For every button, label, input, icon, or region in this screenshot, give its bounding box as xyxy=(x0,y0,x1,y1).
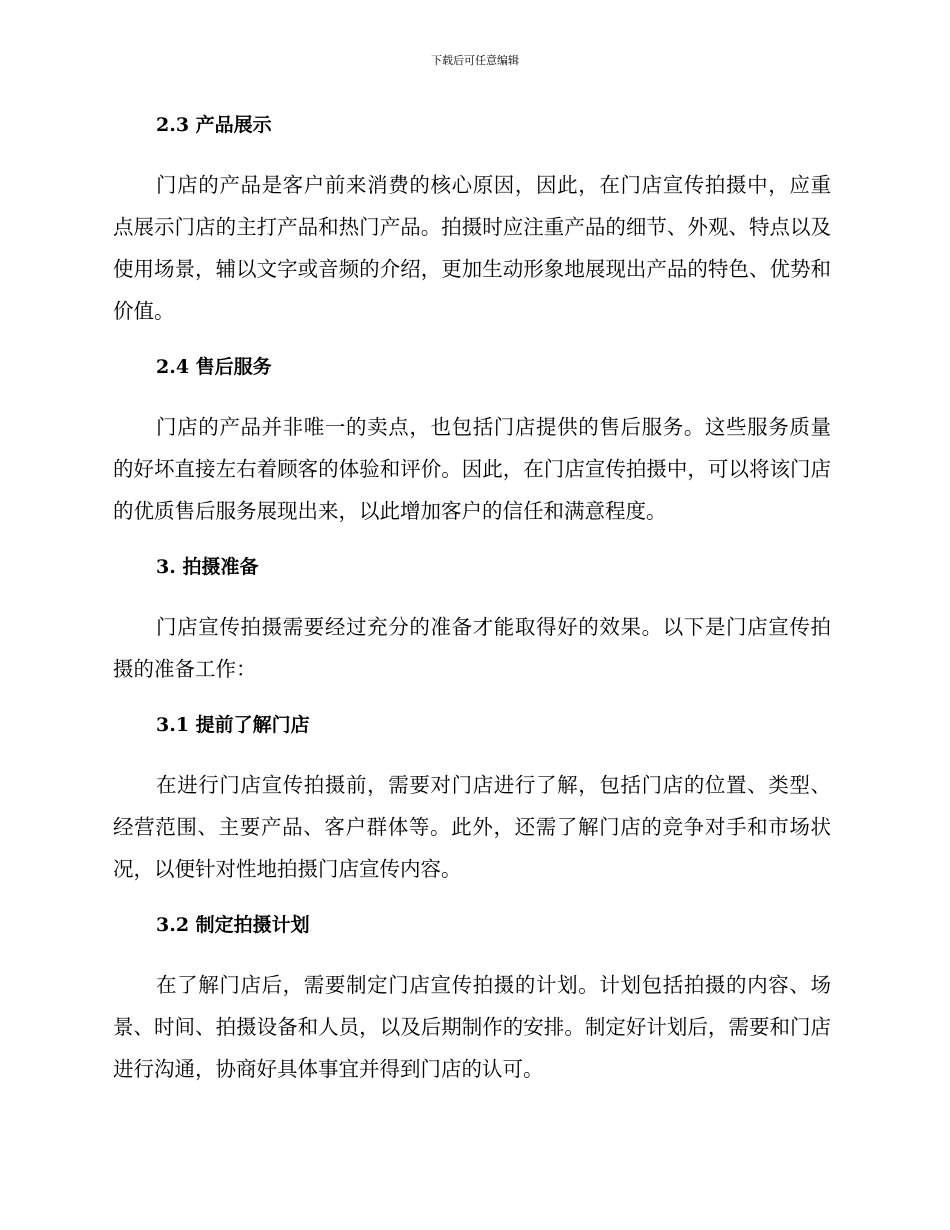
header-note: 下载后可任意编辑 xyxy=(431,54,519,67)
section-paragraph-2-3: 门店的产品是客户前来消费的核心原因，因此，在门店宣传拍摄中，应重点展示门店的主打产品和热门产品。拍摄时应注重产品的细节、外观、特点以及使用场景，辅以文字或音频的介绍，更加生动形象地展现出产品的特色、优势和价值。 xyxy=(113,173,831,323)
section-paragraph-2-4: 门店的产品并非唯一的卖点，也包括门店提供的售后服务。这些服务质量的好坏直接左右着顾客的体验和评价。因此，在门店宣传拍摄中，可以将该门店的优质售后服务展现出来，以此增加客户的信任和满意程度。 xyxy=(113,415,831,523)
section-paragraph-3: 门店宣传拍摄需要经过充分的准备才能取得好的效果。以下是门店宣传拍摄的准备工作： xyxy=(113,615,831,681)
section-heading-3: 3. 拍摄准备 xyxy=(156,556,259,578)
document-body xyxy=(113,108,831,1108)
section-paragraph-3-1: 在进行门店宣传拍摄前，需要对门店进行了解，包括门店的位置、类型、经营范围、主要产品、客户群体等。此外，还需了解门店的竞争对手和市场状况，以便针对性地拍摄门店宣传内容。 xyxy=(113,773,831,881)
section-paragraph-3-2: 在了解门店后，需要制定门店宣传拍摄的计划。计划包括拍摄的内容、场景、时间、拍摄设备和人员，以及后期制作的安排。制定好计划后，需要和门店进行沟通，协商好具体事宜并得到门店的认可。 xyxy=(113,973,831,1081)
section-heading-3-1: 3.1 提前了解门店 xyxy=(156,714,310,736)
section-heading-2-4: 2.4 售后服务 xyxy=(156,356,272,378)
section-heading-2-3: 2.3 产品展示 xyxy=(156,114,272,136)
section-heading-3-2: 3.2 制定拍摄计划 xyxy=(156,914,310,936)
